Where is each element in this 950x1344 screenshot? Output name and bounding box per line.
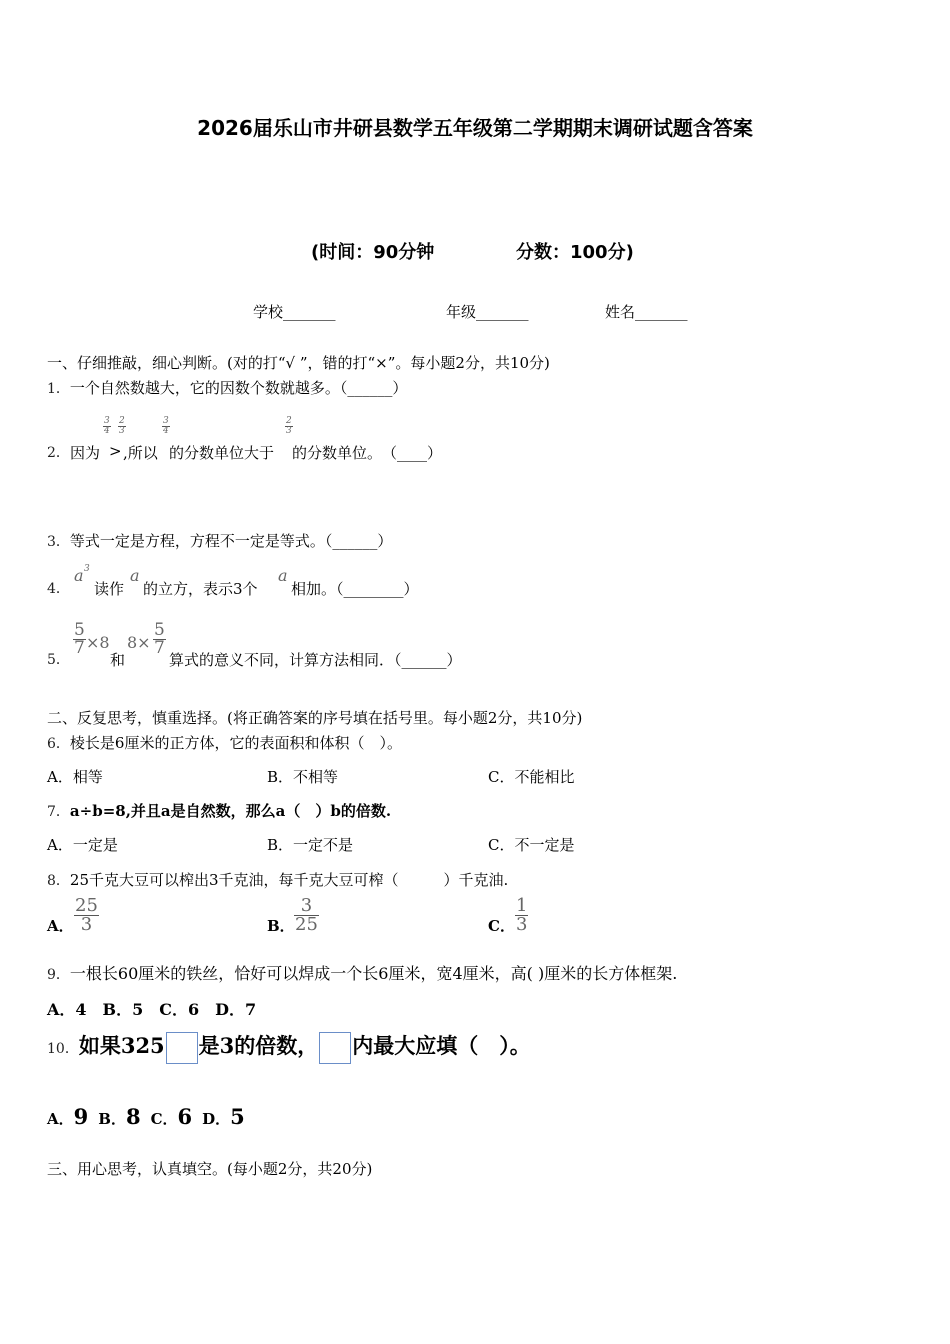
q2-text-end: 的分数单位。 （____） [292,444,443,462]
question-number: 6． [47,736,70,752]
question-text: 算式的意义不同，计算方法相同．（______） [169,651,462,669]
option-a[interactable]: 9 [73,1104,89,1129]
q9-options[interactable]: A．4 B．5 C．6 D．7 [47,1000,257,1019]
question-text: 一个自然数越大，它的因数个数就越多。（______） [69,379,408,397]
question-text: 等式一定是方程，方程不一定是等式。（______） [69,532,393,550]
option-b[interactable]: 8 [125,1104,141,1129]
question-text: 一根长60厘米的铁丝，恰好可以焊成一个长6厘米，宽4厘米，高( )厘米的长方体框架. [69,964,678,983]
option-label: A． [47,917,74,935]
question-text: a÷b=8,并且a是自然数，那么a（ ）b的倍数. [69,802,392,820]
q4-text-read: 读作 [94,580,125,598]
school-field: 学校_______ [253,303,336,321]
q2-text-so: ,所以 [123,444,158,462]
fraction: $\frac{5}{7}$ [74,620,85,658]
q5-text-and: 和 [110,651,126,669]
option-a[interactable] [47,897,167,937]
question-number: 8． [47,873,70,889]
question-3 [47,530,392,551]
question-text: 棱长是6厘米的正方体，它的表面积和体积（ ）。 [69,734,402,752]
question-4 [47,564,467,600]
option-d[interactable]: 5 [230,1104,245,1129]
section-1-header: 一、仔细推敲，细心判断。(对的打“√ ”，错的打“×”。每小题2分，共10分) [47,354,550,372]
question-7 [47,800,391,821]
question-number: 4． [47,581,70,597]
question-6 [47,732,402,753]
name-field: 姓名_______ [605,303,688,321]
blank-box[interactable] [319,1032,351,1064]
section-2-header: 二、反复思考，慎重选择。(将正确答案的序号填在括号里。每小题2分，共10分) [47,709,583,727]
fraction: $\frac{25}{3}$ [75,895,98,935]
q10-text-end: 内最大应填（ ）。 [352,1033,531,1058]
question-number: 2． [47,445,70,461]
question-number: 10． [47,1041,79,1057]
question-5 [47,622,527,672]
fraction: $\frac{1}{3}$ [516,895,528,935]
greater-than-sign: > [109,442,122,460]
question-9 [47,961,677,984]
question-number: 7． [47,804,70,820]
option-c[interactable] [488,897,608,937]
page-title: 2026届乐山市井研县数学五年级第二学期期末调研试题含答案 [197,116,753,140]
option-label: D． [202,1110,231,1128]
option-label: C． [488,917,515,935]
option-label: C． [150,1110,178,1128]
variable-a: a [74,566,84,585]
option-a[interactable]: A．相等 [47,768,103,786]
blank-box[interactable] [166,1032,198,1064]
option-label: B． [98,1110,126,1128]
option-b[interactable]: B．一定不是 [267,836,354,854]
q10-text-if: 如果325 [78,1033,165,1058]
fraction: $\frac{2}{3}$ [119,416,125,436]
option-b[interactable]: B．不相等 [267,768,339,786]
question-number: 9． [47,967,70,983]
question-number: 3． [47,534,70,550]
exam-time: (时间：90分钟 [311,242,435,263]
fraction: $\frac{3}{4}$ [104,416,110,436]
question-number: 5． [47,652,70,668]
question-number: 1． [47,381,70,397]
option-label: B． [267,917,295,935]
question-8 [47,869,508,890]
fraction: $\frac{3}{25}$ [295,895,318,935]
option-a[interactable]: A．一定是 [47,836,118,854]
question-10 [47,1030,531,1066]
fraction: $\frac{3}{4}$ [163,416,169,436]
question-1 [47,377,407,398]
grade-field: 年级_______ [446,303,529,321]
option-c[interactable]: C．不一定是 [488,836,575,854]
option-b[interactable] [267,897,387,937]
q2-text-unit: 的分数单位大于 [169,444,275,462]
q4-text-end: 相加。（________） [291,580,419,598]
option-c[interactable]: 6 [177,1104,193,1129]
q2-text-because: 因为 [70,444,101,462]
q10-options [47,1104,245,1129]
question-text: 25千克大豆可以榨出3千克油，每千克大豆可榨（ ）千克油. [69,871,509,889]
exponent: 3 [84,564,90,574]
variable-a: a [278,566,288,585]
section-3-header: 三、用心思考，认真填空。(每小题2分，共20分) [47,1160,373,1178]
q4-text-cube: 的立方，表示3个 [143,580,258,598]
exam-score: 分数：100分) [516,242,634,263]
eight-times: 8× [127,633,151,652]
fraction: $\frac{2}{3}$ [286,416,292,436]
times-eight: ×8 [86,633,110,652]
option-label: A． [47,1110,74,1128]
q10-text-multiple: 是3的倍数， [198,1033,319,1058]
variable-a: a [130,566,140,585]
fraction: $\frac{5}{7}$ [154,620,165,658]
option-c[interactable]: C．不能相比 [488,768,575,786]
